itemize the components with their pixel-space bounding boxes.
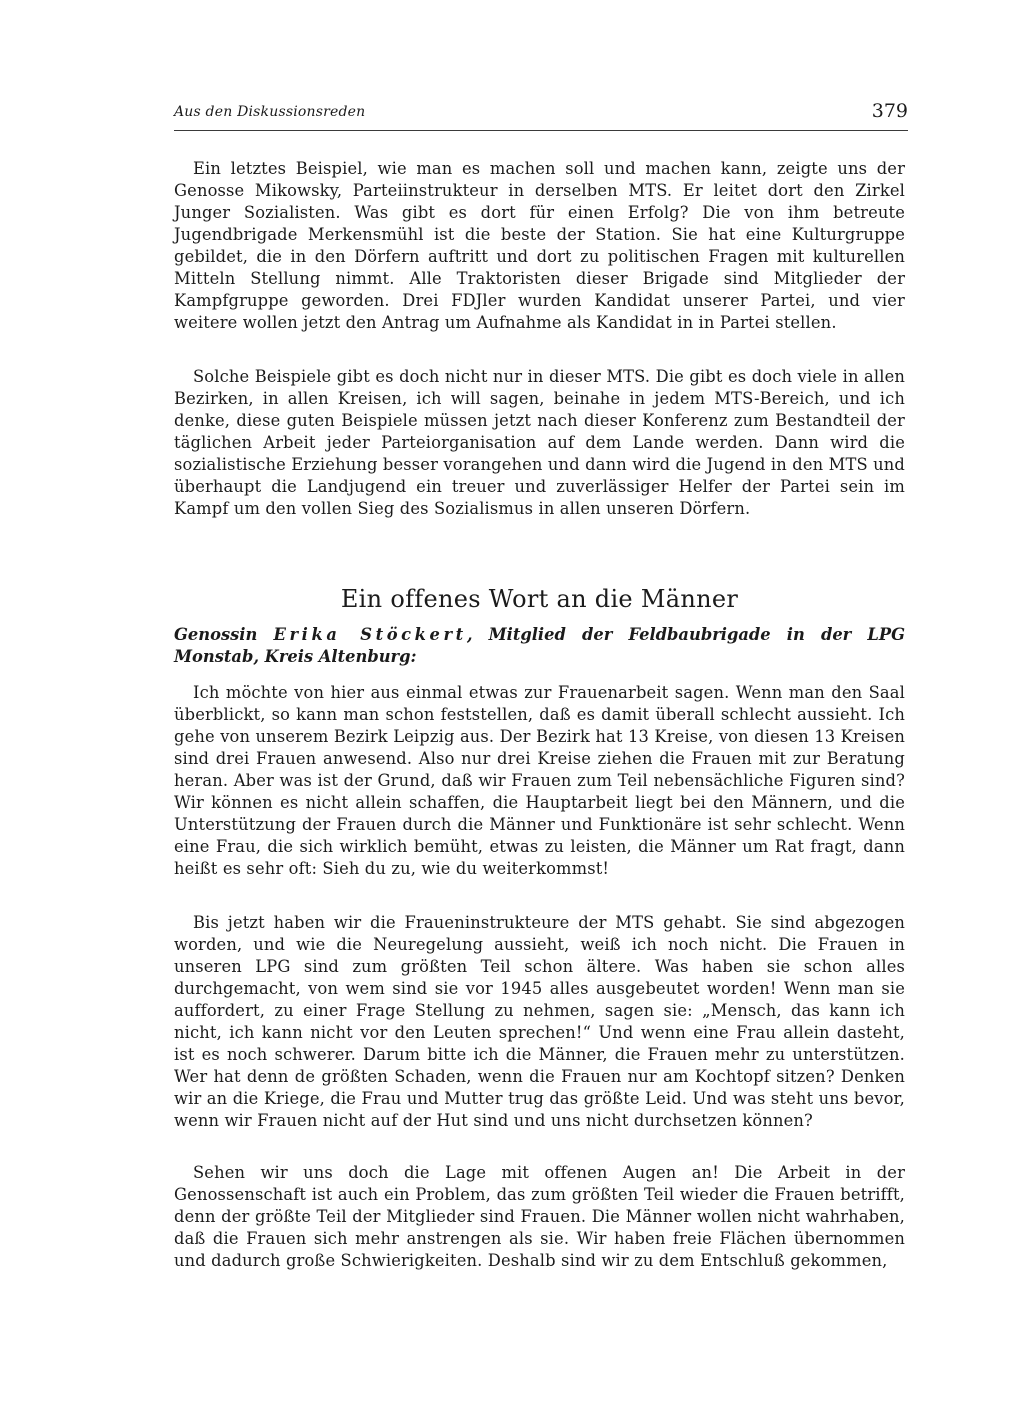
paragraph-frauenarbeit: Ich möchte von hier aus einmal etwas zur Frauenarbeit sagen. Wenn man den Saal überblickt, so kann man schon feststellen, daß es damit überall schlecht aussieht. Ich gehe von unserem Bezirk Leipzig aus. Der Bezirk hat 13 Kreise, von diesen 13 Kreisen sind drei Frauen anwesend. Also nur drei Kreise ziehen die Frauen mit zur Beratung heran. Aber was ist der Grund, daß wir Frauen zum Teil nebensächliche Figuren sind? Wir können es nicht allein schaffen, die Hauptarbeit liegt bei den Männern, und die Unterstützung der Frauen durch die Männer und Funktionäre ist sehr schlecht. Wenn eine Frau, die sich wirklich bemüht, etwas zu leisten, die Männer um Rat fragt, dann heißt es sehr oft: Sieh du zu, wie du weiterkommst! [174, 683, 905, 878]
section-title: Ein offenes Wort an die Männer [340, 585, 739, 613]
running-title: Aus den Diskussionsreden [174, 104, 366, 120]
paragraph-genossenschaft: Sehen wir uns doch die Lage mit offenen Augen an! Die Arbeit in der Genossenschaft ist auch ein Problem, das zum größten Teil wieder die Frauen betrifft, denn der größte Teil der Mitglieder sind Frauen. Die Männer wollen nicht wahrhaben, daß die Frauen sich mehr anstrengen als sie. Wir haben freie Flächen übernommen und dadurch große Schwierigkeiten. Deshalb sind wir zu dem Entschluß gekommen, [174, 1163, 905, 1270]
header-rule [174, 130, 908, 131]
paragraph-good-examples: Solche Beispiele gibt es doch nicht nur in dieser MTS. Die gibt es doch viele in allen Bezirken, in allen Kreisen, ich will sagen, beinahe in jedem MTS-Bereich, und ich denke, diese guten Beispiele müssen jetzt nach dieser Konferenz zum Bestandteil der täglichen Arbeit jeder Parteiorganisation auf dem Lande werden. Dann wird die sozialistische Erziehung besser vorangehen und dann wird die Jugend in den MTS und überhaupt die Landjugend ein treuer und zuverlässiger Helfer der Partei sein im Kampf um den vollen Sieg des Sozialismus in allen unseren Dörfern. [174, 367, 905, 518]
speaker-attribution [174, 624, 905, 668]
speaker-name: Erika Stöckert [273, 625, 467, 644]
paragraph-fraueninstrukteure: Bis jetzt haben wir die Fraueninstrukteure der MTS gehabt. Sie sind abgezogen worden, und wie die Neuregelung aussieht, weiß ich noch nicht. Die Frauen in unseren LPG sind zum größten Teil schon ältere. Was haben sie schon alles durchgemacht, von wem sind sie vor 1945 alles ausgebeutet worden! Wenn man sie auffordert, zu einer Frage Stellung zu nehmen, sagen sie: „Mensch, das kann ich nicht, ich kann nicht vor den Leuten sprechen!“ Und wenn eine Frau allein dasteht, ist es noch schwerer. Darum bitte ich die Männer, die Frauen mehr zu unterstützen. Wer hat denn de größten Schaden, wenn die Frauen nur am Kochtopf sitzen? Denken wir an die Kriege, die Frau und Mutter trug das größte Leid. Und was steht uns bevor, wenn wir Frauen nicht auf der Hut sind und uns nicht durchsetzen können? [174, 913, 905, 1130]
speaker-prefix: Genossin [174, 625, 274, 644]
page-number: 379 [871, 100, 908, 122]
speaker-role: , Mitglied der Feldbaubrigade in der LPG Monstab, Kreis Altenburg: [174, 625, 905, 666]
paragraph-mikowsky-example: Ein letztes Beispiel, wie man es machen soll und machen kann, zeigte uns der Genosse Mikowsky, Parteiinstrukteur in derselben MTS. Er leitet dort den Zirkel Junger Sozialisten. Was gibt es dort für einen Erfolg? Die von ihm betreute Jugendbrigade Merkensmühl ist die beste der Station. Sie hat eine Kulturgruppe gebildet, die in den Dörfern auftritt und dort zu politischen Fragen mit kulturellen Mitteln Stellung nimmt. Alle Traktoristen dieser Brigade sind Mitglieder der Kampfgruppe geworden. Drei FDJler wurden Kandidat unserer Partei, und vier weitere wollen jetzt den Antrag um Aufnahme als Kandidat in in Partei stellen. [174, 159, 905, 332]
running-head [174, 100, 908, 128]
